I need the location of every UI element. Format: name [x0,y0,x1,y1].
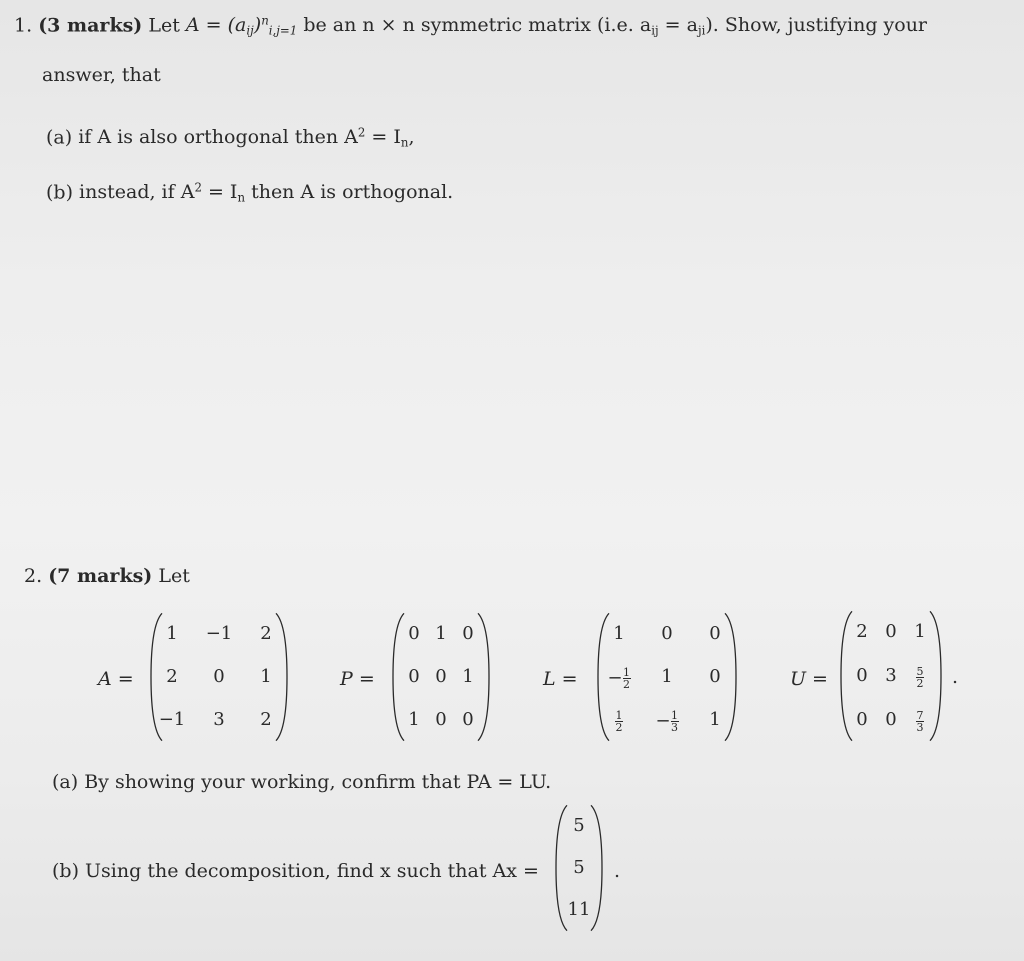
matrix-cell: $\frac{7}{3}$ [916,709,924,734]
matrix-cell: 0 [856,709,868,730]
matrix-cell: 1 [408,709,420,730]
matrix-cell: −1 [205,623,233,644]
matrix-cell: 5 [573,815,585,836]
q1-let: Let [148,14,180,37]
matrix-cell: 1 [613,623,625,644]
q1-line1 [14,16,927,38]
matrix-cell: 1 [260,666,272,687]
q2-part-a [52,773,551,792]
q2-marks: (7 marks) [48,565,153,587]
matrix-p-label: P = [340,668,375,690]
matrix-a [150,612,288,742]
matrix-l [597,612,737,742]
q1-line2: answer, that [42,64,161,86]
matrix-cell: 1 [661,666,673,687]
matrix-cell: 1 [462,666,474,687]
matrix-cell: 1 [166,623,178,644]
q1-part-b-text: instead, if $A^2 = I_n$ then A is orthogonal. [79,181,454,205]
matrix-cell: 0 [408,666,420,687]
matrix-cell: 0 [709,623,721,644]
q1-def: $A = (a_{ij})^n_{i,j=1}$ [185,14,298,38]
matrix-cell: 2 [856,621,868,642]
matrices-end-period: . [952,666,959,688]
matrix-cell: 3 [885,665,897,686]
matrix-cell: 0 [462,623,474,644]
matrix-cell: 5 [573,857,585,878]
q2-part-b-text: Using the decomposition, find x such that Ax = [85,860,539,882]
matrix-u-label: U = [790,668,828,690]
matrix-cell: −1 [158,709,186,730]
matrix-u [840,610,942,742]
q2-part-b-label: (b) [52,860,79,882]
q2-part-b [52,862,539,881]
matrix-cell: $\frac{1}{2}$ [615,709,623,734]
q1-part-b [46,183,453,205]
matrix-cell: 1 [435,623,447,644]
q1-part-a-text: if A is also orthogonal then $A^2 = I_n$, [78,126,415,150]
q1-number: 1. [14,14,33,37]
matrix-cell: 2 [166,666,178,687]
matrix-cell: 0 [709,666,721,687]
matrix-cell: 0 [435,666,447,687]
q1-part-a-label: (a) [46,126,73,149]
matrix-cell: 2 [260,709,272,730]
matrix-cell: 0 [885,621,897,642]
q2-intro: Let [158,565,190,587]
matrix-l-label: L = [543,668,578,690]
q1-marks: (3 marks) [38,14,143,37]
matrix-p [392,612,490,742]
q2-part-a-text: By showing your working, confirm that PA = LU. [84,771,552,793]
matrix-cell: 0 [213,666,225,687]
q2-part-a-label: (a) [52,771,79,793]
matrix-cell: 2 [260,623,272,644]
matrix-cell: 0 [408,623,420,644]
matrix-cell: 3 [213,709,225,730]
matrix-cell: 0 [661,623,673,644]
matrix-cell: 0 [885,709,897,730]
matrix-cell: 0 [462,709,474,730]
q2-number: 2. [24,565,43,587]
matrix-cell: 11 [567,899,591,920]
matrix-cell: 1 [709,709,721,730]
matrix-cell: 1 [914,621,926,642]
q1-part-b-label: (b) [46,181,73,204]
matrix-cell: − $\frac{1}{3}$ [655,709,679,734]
matrix-cell: − $\frac{1}{2}$ [607,666,631,691]
q1-rest: be an n × n symmetric matrix (i.e. $a_{ij} = a_{ji}$). Show, justifying your [303,14,928,38]
matrix-a-label: A = [98,668,134,690]
matrix-cell: 0 [856,665,868,686]
q2-heading [24,567,190,586]
vector-end-period: . [614,860,621,882]
matrix-cell: 0 [435,709,447,730]
matrix-cell: $\frac{5}{2}$ [916,665,924,690]
vector-b [555,804,603,932]
q1-part-a [46,128,414,150]
